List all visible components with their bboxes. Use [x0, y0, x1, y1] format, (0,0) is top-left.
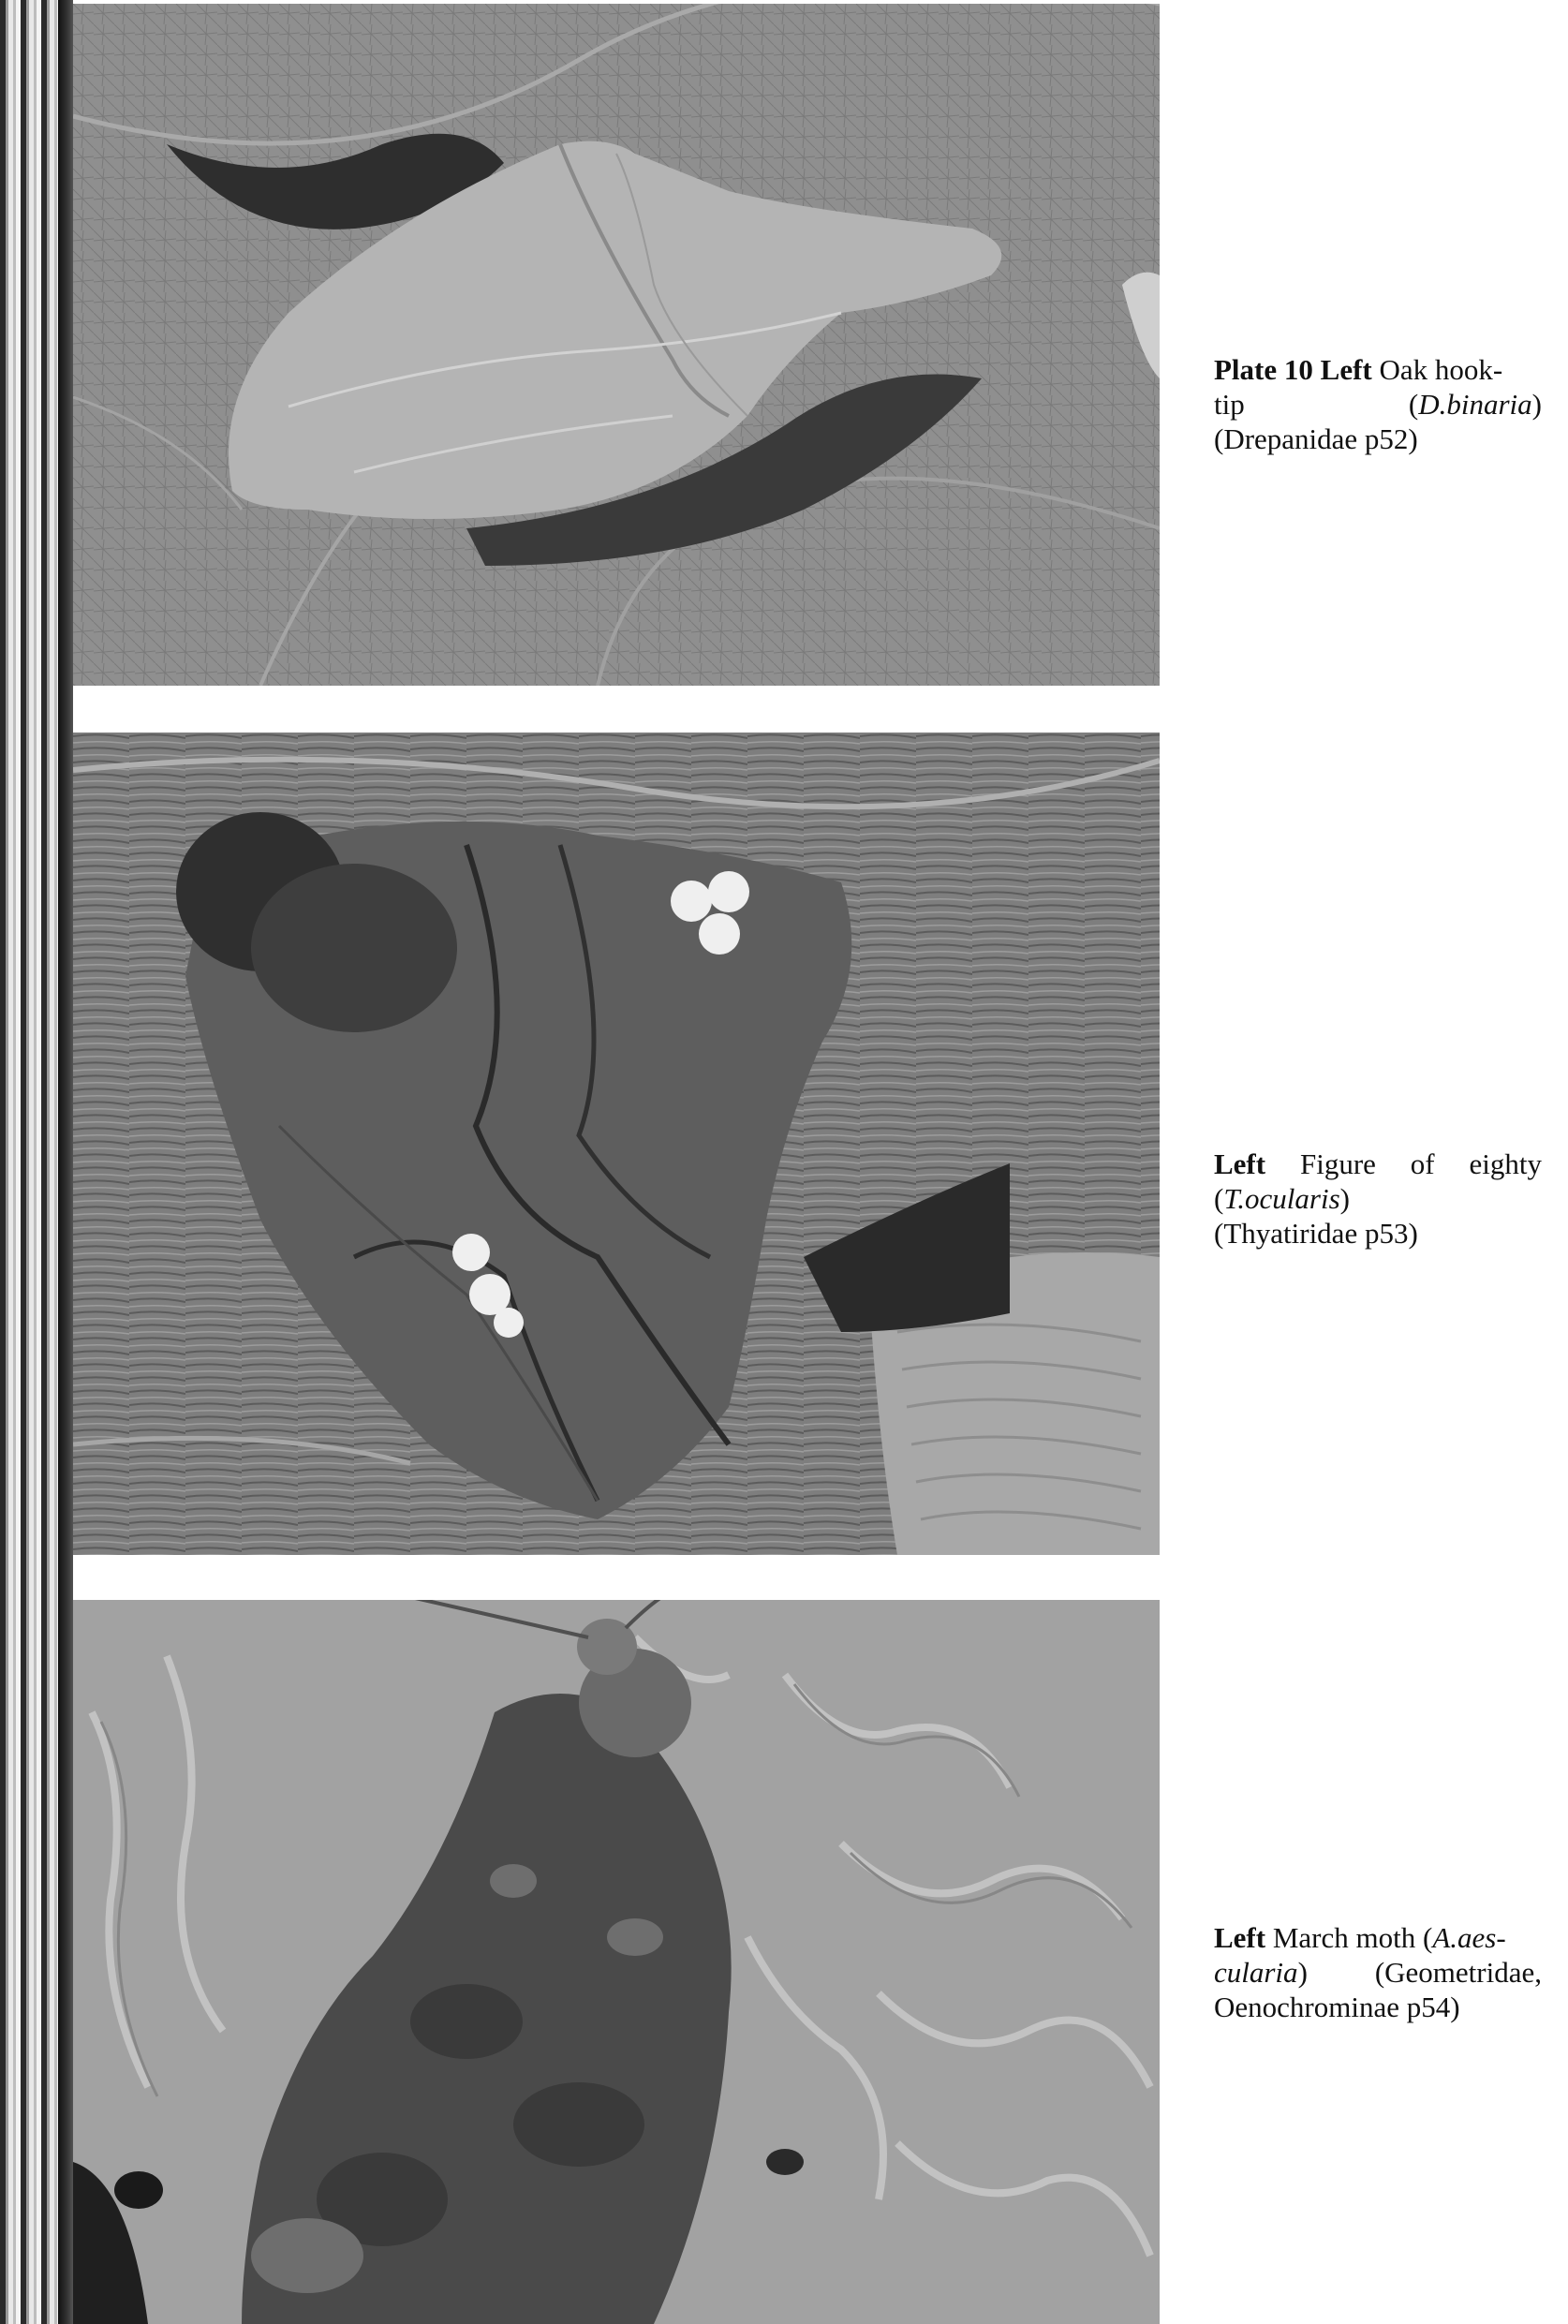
common-name: March moth: [1272, 1921, 1416, 1954]
caption-march-moth: [1214, 1920, 1542, 2024]
caption-position: Left: [1320, 353, 1372, 386]
caption-position: Left: [1214, 1921, 1266, 1954]
photo-figure-of-eighty: [73, 733, 1160, 1555]
common-name-word: Figure: [1299, 1147, 1376, 1180]
plate-number: Plate 10: [1214, 353, 1313, 386]
species-italic: A.aes-: [1432, 1921, 1506, 1954]
family-reference: (Geometridae,: [1374, 1956, 1542, 1989]
family-reference: (Drepanidae p52): [1214, 422, 1418, 455]
caption-position: Left: [1214, 1147, 1266, 1180]
subfamily-reference: Oenochrominae p54): [1214, 1991, 1460, 2023]
species-name: (D.binaria): [1408, 388, 1542, 421]
photo-oak-hook-tip: [73, 4, 1160, 686]
caption-line: cularia) (Geometridae,: [1214, 1956, 1542, 1989]
common-name: Oak hook-: [1379, 353, 1503, 386]
caption-line: [1214, 387, 1542, 422]
species-italic-continued: cularia: [1214, 1956, 1298, 1989]
march-moth-image: [73, 1600, 1160, 2324]
species-italic: D.binaria: [1418, 388, 1532, 421]
common-name-word: eighty: [1469, 1147, 1542, 1180]
common-name-word: of: [1410, 1147, 1435, 1180]
species-name: (T.ocularis): [1214, 1182, 1350, 1215]
caption-oak-hook-tip: [1214, 352, 1542, 456]
figure-of-eighty-moth-image: [73, 733, 1160, 1555]
caption-line: [1214, 352, 1542, 387]
caption-figure-of-eighty: [1214, 1147, 1542, 1251]
caption-line: Left March moth (A.aes-: [1214, 1921, 1506, 1954]
family-reference: (Thyatiridae p53): [1214, 1217, 1418, 1250]
common-name-continued: tip: [1214, 388, 1245, 421]
binding-shadow: [58, 0, 73, 2324]
species-italic: T.ocularis: [1223, 1182, 1340, 1215]
oak-hook-tip-moth-image: [73, 4, 1160, 686]
caption-line: [1214, 1147, 1542, 1181]
photo-march-moth: [73, 1600, 1160, 2324]
